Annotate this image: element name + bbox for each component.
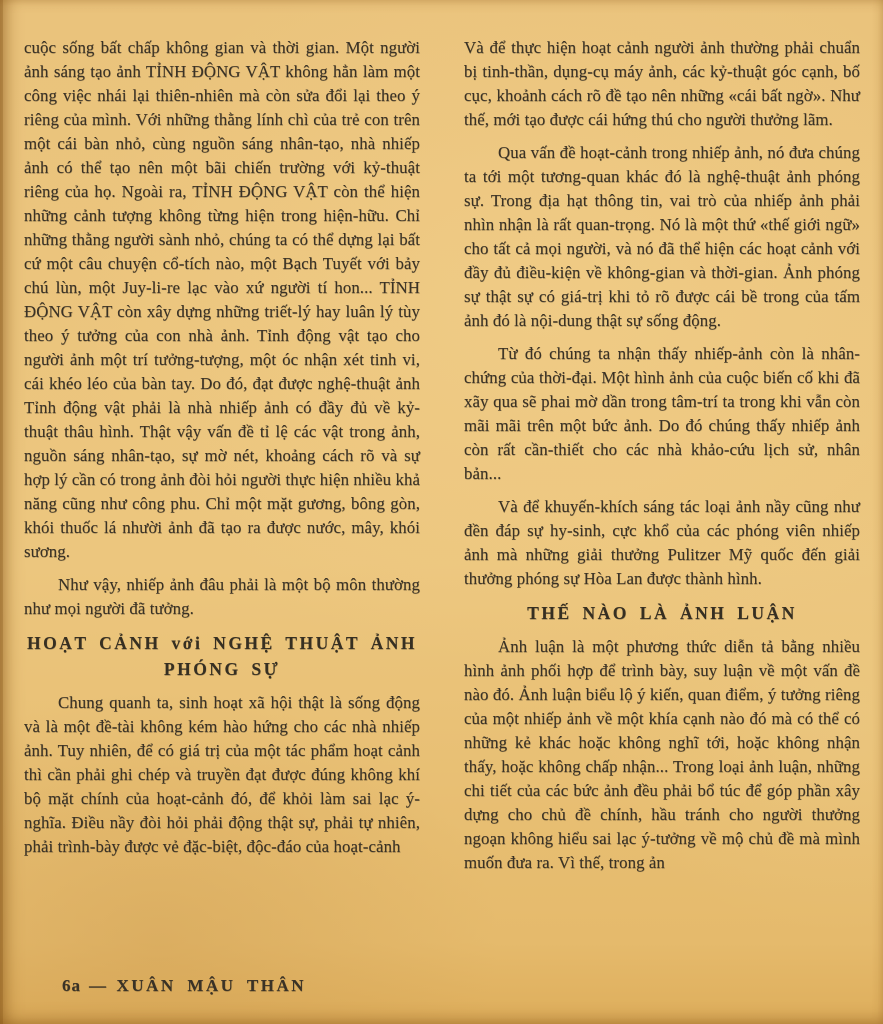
paragraph: Như vậy, nhiếp ảnh đâu phải là một bộ môn thường như mọi người đã tưởng. [24, 575, 420, 618]
left-column [24, 36, 420, 976]
right-column [464, 36, 860, 976]
paragraph: Chung quanh ta, sinh hoạt xã hội thật là sống động và là một đề-tài không kém hào hứng cho các nhà nhiếp ảnh. Tuy nhiên, để có giá trị của một tác phẩm hoạt cảnh thì cần phải ghi chép và truyền đạt được đúng không khí bộ mặt chính của hoạt-cảnh đó, để khỏi làm sai lạc ý-nghĩa. Điều nầy đòi hỏi phải động thật sự, phải tự nhiên, phải trình-bày được vẻ đặc-biệt, độc-đáo của hoạt-cảnh [24, 693, 420, 856]
text-columns [24, 36, 860, 976]
section-heading-anh-luan: THẾ NÀO LÀ ẢNH LUẬN [527, 603, 797, 623]
paragraph: Ảnh luận là một phương thức diễn tả bằng nhiều hình ảnh phối hợp để trình bày, suy luận về một vấn đề nào đó. Ảnh luận biểu lộ ý kiến, quan điểm, ý tưởng riêng của một nhiếp ảnh về một khía cạnh nào đó mà có thể có những kẻ khác hoặc không nghĩ tới, hoặc không nhận thấy, hoặc không chấp nhận... Trong loại ảnh luận, những chi tiết của các bức ảnh đều phải bổ túc để góp phần xây dựng cho chủ đề chính, hầu tránh cho người thưởng ngoạn không hiểu sai lạc ý-tưởng về mộ chủ đề mà mình muốn đưa ra. Vì thế, trong ản [464, 637, 860, 872]
paragraph: Và để khuyến-khích sáng tác loại ảnh nầy cũng như đền đáp sự hy-sinh, cực khổ của các phóng viên nhiếp ảnh mà những giải thưởng Pulitzer Mỹ quốc đến giải thưởng phóng sự Hòa Lan được thành hình. [464, 497, 860, 588]
paragraph: Từ đó chúng ta nhận thấy nhiếp-ảnh còn là nhân-chứng của thời-đại. Một hình ảnh của cuộc biến cố khi đã xãy qua sẽ phai mờ dần trong tâm-trí ta trong khi vẫn còn mãi mãi trên một bức ảnh. Do đó chúng thấy nhiếp ảnh còn rất cần-thiết cho các nhà khảo-cứu lịch sử, nhân bản... [464, 344, 860, 483]
footer-dash: — [89, 976, 109, 995]
paragraph-continued: cuộc sống bất chấp không gian và thời gian. Một người ảnh sáng tạo ảnh TỈNH ĐỘNG VẬT không hẳn làm một công việc nhái lại thiên-nhiên mà còn sửa đổi lại theo ý riêng của mình. Với những thằng lính chì của trẻ con trên một cái bàn nhỏ, cùng nguồn sáng nhân-tạo, nhà nhiếp ảnh có thể tạo nên một bãi chiến trường với kỷ-thuật riêng của họ. Ngoài ra, TỈNH ĐỘNG VẬT còn thể hiện những cảnh tượng không từng hiện trong hiện-hữu. Chỉ những thằng người sành nhỏ, chúng ta có thể dựng lại bất cứ một câu chuyện cổ-tích nào, một Bạch Tuyết với bảy chú lùn, một Juy-li-re lạc vào xứ người tí hon... TỈNH ĐỘNG VẬT còn xây dựng những triết-lý hay luân lý tùy theo ý tưởng của con nhà ảnh. Tỉnh động vật tạo cho người ảnh một trí tưởng-tượng, một óc nhận xét tinh vi, cái khéo léo của bàn tay. Do đó, đạt được nghệ-thuật ảnh Tỉnh động vật phải là nhà nhiếp ảnh có đầy đủ về kỷ-thuật thâu hình. Thật vậy vấn đề tỉ lệ các vật trong ảnh, nguồn sáng nhân-tạo, sự mờ nét, khoảng cách rõ và sự hợp lý cần có trong ảnh đòi hỏi người thực hiện nhiều khả năng cũng như công phu. Chỉ một mặt gương, bông gòn, khói thuốc lá nhười ảnh đã tạo ra được nước, mây, khói sương. [24, 38, 420, 561]
section-heading-hoat-canh: HOẠT CẢNH với NGHỆ THUẬT ẢNH PHÓNG SỰ [27, 633, 417, 679]
footer-title: XUÂN MẬU THÂN [116, 976, 307, 995]
page-footer [62, 976, 306, 996]
page-number: 6a [62, 976, 81, 995]
paragraph: Qua vấn đề hoạt-cảnh trong nhiếp ảnh, nó đưa chúng ta tới một tương-quan khác đó là nghệ-thuật ảnh phóng sự. Trong địa hạt thông tin, vai trò của nhiếp ảnh phải nhìn nhận là rất quan-trọng. Nó là một thứ «thế giới ngữ» cho tất cả mọi người, và nó đã thể hiện các hoạt cảnh với đầy đủ điều-kiện về không-gian và thời-gian. Ảnh phóng sự thật sự có giá-trị khi tỏ rõ được cái bề trong của tấm ảnh đó là nội-dung thật sự sống động. [464, 143, 860, 330]
paragraph-continued: Và để thực hiện hoạt cảnh người ảnh thường phải chuẩn bị tinh-thần, dụng-cụ máy ảnh, các kỷ-thuật góc cạnh, bố cục, khoảnh cách rõ đề tạo nên những «cái bất ngờ». Như thế, mới tạo được cái hứng thú cho người thưởng lãm. [464, 38, 860, 129]
